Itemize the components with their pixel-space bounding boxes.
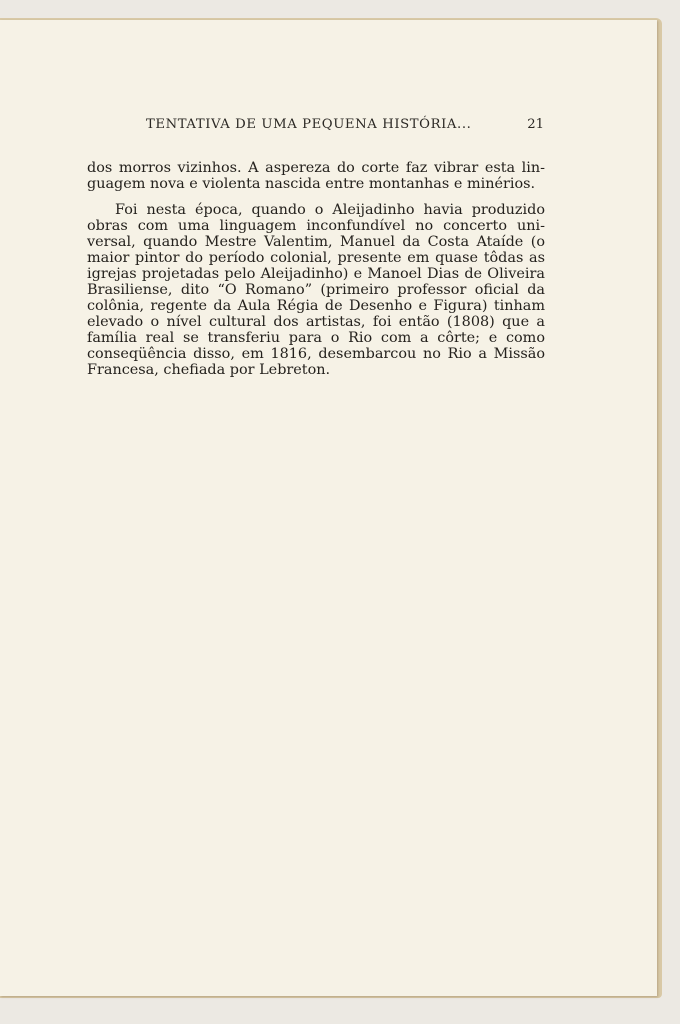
- page-number: 21: [527, 117, 544, 132]
- body-text: [87, 160, 545, 378]
- paragraph-continuation: dos morros vizinhos. A aspereza do corte faz vibrar esta linguagem nova e violenta nascida entre montanhas e minérios.: [87, 160, 545, 192]
- paragraph-missao-francesa: Foi nesta época, quando o Aleijadinho havia produzido obras com uma linguagem inconfundível no concerto universal, quando Mestre Valentim, Manuel da Costa Ataíde (o maior pintor do período colonial, presente em quase tôdas as igrejas projetadas pelo Aleijadinho) e Manoel Dias de Oliveira Brasiliense, dito “O Romano” (primeiro professor oficial da colônia, regente da Aula Régia de Desenho e Figura) tinham elevado o nível cultural dos artistas, foi então (1808) que a família real se transferiu para o Rio com a côrte; e como conseqüência disso, em 1816, desembarcou no Rio a Missão Francesa, chefiada por Lebreton.: [87, 202, 545, 378]
- running-head-title: TENTATIVA DE UMA PEQUENA HISTÓRIA...: [146, 117, 472, 132]
- running-head: [146, 117, 544, 137]
